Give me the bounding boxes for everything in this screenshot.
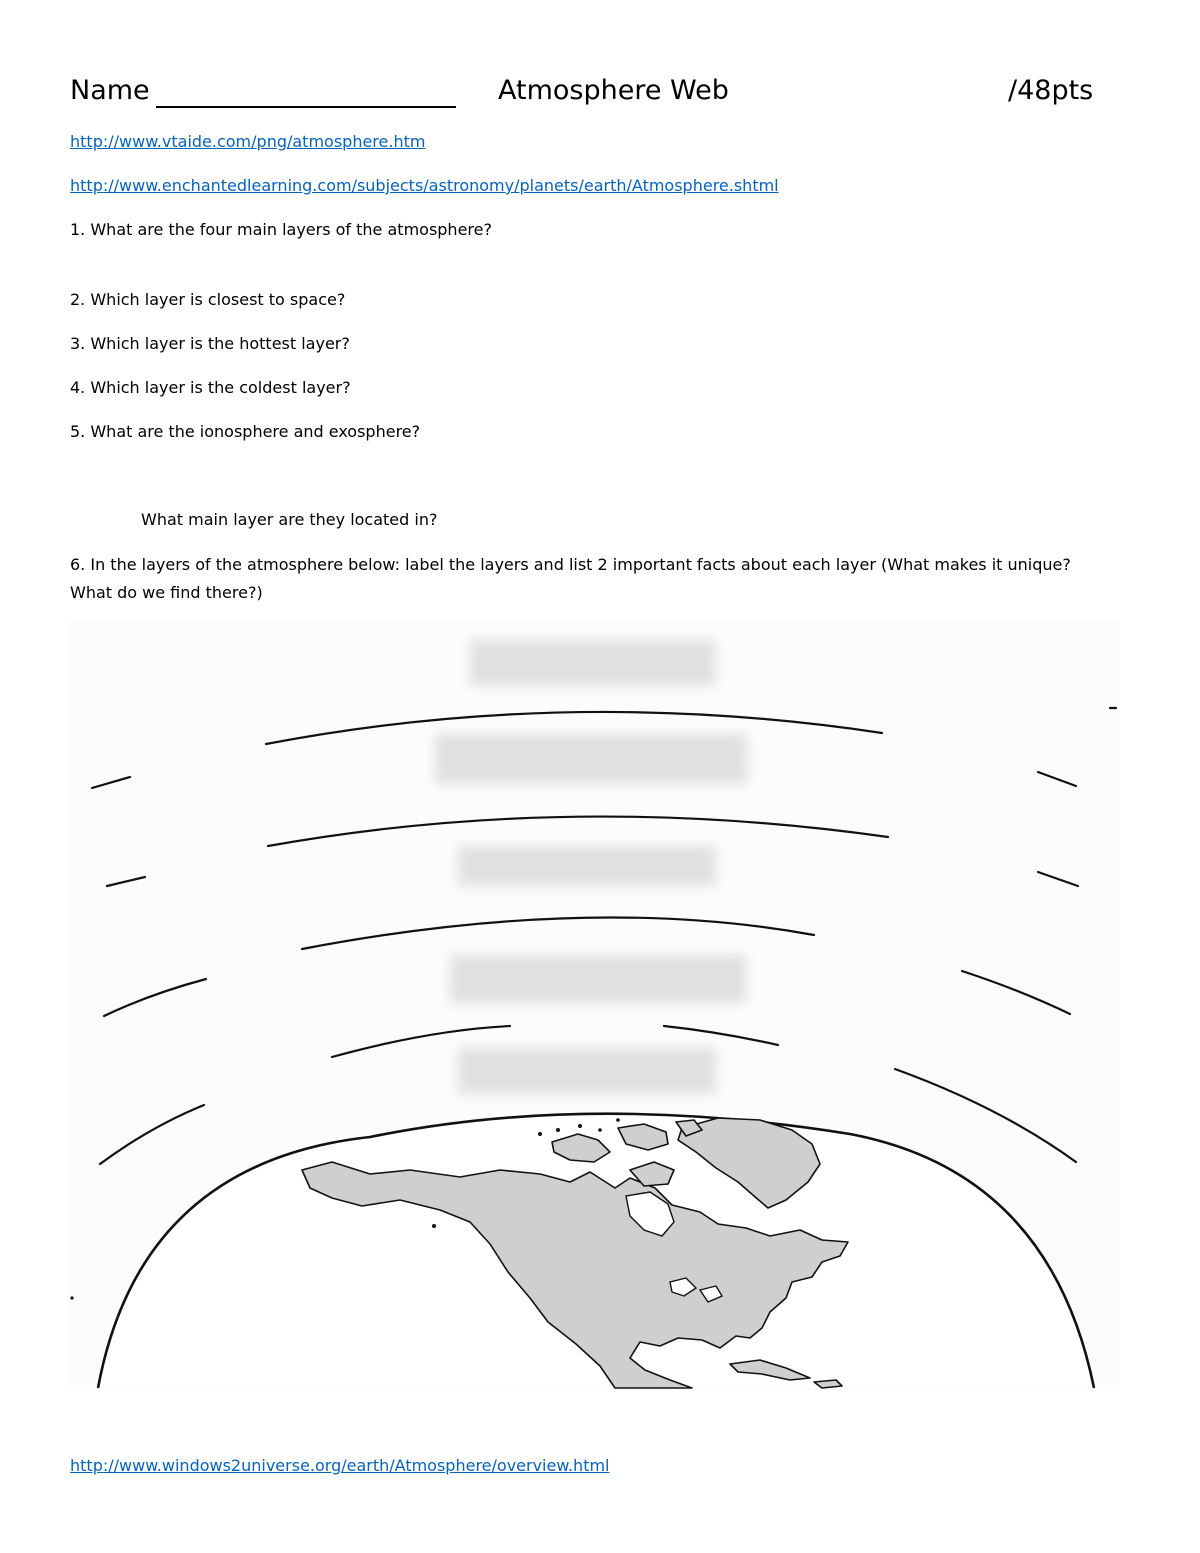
page-title: Atmosphere Web bbox=[498, 75, 729, 106]
layer-label-box-5[interactable] bbox=[458, 1048, 716, 1094]
link-enchantedlearning[interactable]: http://www.enchantedlearning.com/subjects/astronomy/planets/earth/Atmosphere.shtml bbox=[70, 176, 779, 195]
layer-label-box-4[interactable] bbox=[450, 955, 746, 1003]
question-3: 3. Which layer is the hottest layer? bbox=[70, 334, 350, 353]
link-vtaide[interactable]: http://www.vtaide.com/png/atmosphere.htm bbox=[70, 132, 426, 151]
layer-label-box-1[interactable] bbox=[470, 640, 715, 686]
link-windows2universe[interactable]: http://www.windows2universe.org/earth/Atmosphere/overview.html bbox=[70, 1456, 610, 1475]
question-2: 2. Which layer is closest to space? bbox=[70, 290, 346, 309]
question-5: 5. What are the ionosphere and exosphere? bbox=[70, 422, 421, 441]
layer-label-box-3[interactable] bbox=[458, 846, 716, 886]
question-5-followup: What main layer are they located in? bbox=[141, 510, 438, 529]
name-label: Name bbox=[70, 75, 150, 106]
layer-label-box-2[interactable] bbox=[435, 734, 747, 784]
question-6: 6. In the layers of the atmosphere below: label the layers and list 2 important facts about each layer (What makes it unique? What do we find there?) bbox=[70, 555, 1071, 602]
atmosphere-diagram bbox=[70, 622, 1120, 1390]
question-4: 4. Which layer is the coldest layer? bbox=[70, 378, 351, 397]
globe-north-america-icon bbox=[70, 622, 1120, 1390]
name-field[interactable] bbox=[70, 74, 456, 108]
points-total: /48pts bbox=[1008, 75, 1094, 106]
question-1: 1. What are the four main layers of the atmosphere? bbox=[70, 220, 492, 239]
name-blank-line[interactable] bbox=[156, 82, 456, 108]
